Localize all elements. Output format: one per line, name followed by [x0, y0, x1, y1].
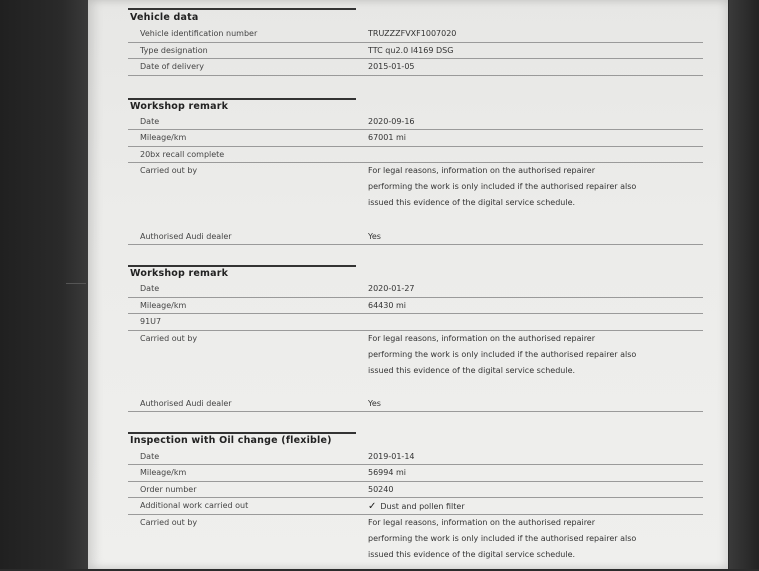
background-right	[729, 0, 759, 569]
checkmark-icon: ✓	[368, 501, 377, 512]
additional-work-label: Additional work carried out	[140, 501, 249, 510]
table-row	[128, 498, 703, 515]
delivery-label: Date of delivery	[140, 62, 205, 71]
table-row	[128, 396, 703, 412]
carried-out-label: Carried out by	[140, 166, 198, 175]
remark2-title: Workshop remark	[130, 268, 229, 279]
vin-value: TRUZZZFVXF1007020	[368, 29, 457, 38]
section-top-bar	[128, 98, 356, 100]
table-row	[128, 298, 703, 314]
dealer-value: Yes	[368, 232, 381, 241]
service-document	[88, 0, 728, 569]
table-row	[128, 114, 703, 130]
table-row	[128, 331, 703, 396]
table-row	[128, 281, 703, 298]
carried-out-text: For legal reasons, information on the authorised repairer performing the work is only included if the authorised repairer also issued this evidence of the digital service schedule.	[368, 518, 637, 559]
remark-note: 91U7	[140, 317, 162, 326]
carried-out-text: For legal reasons, information on the authorised repairer performing the work is only included if the authorised repairer also issued this evidence of the digital service schedule.	[368, 166, 637, 207]
table-row	[128, 163, 703, 230]
dealer-label: Authorised Audi dealer	[140, 399, 232, 408]
order-number-label: Order number	[140, 485, 197, 494]
table-row	[128, 43, 703, 59]
date-label: Date	[140, 452, 160, 461]
table-row	[128, 314, 703, 331]
section-top-bar	[128, 8, 356, 10]
section-top-bar	[128, 265, 356, 267]
inspection-title: Inspection with Oil change (flexible)	[130, 435, 332, 446]
dealer-value: Yes	[368, 399, 381, 408]
table-row	[128, 465, 703, 482]
mileage-value: 67001 mi	[368, 133, 407, 142]
dealer-label: Authorised Audi dealer	[140, 232, 232, 241]
table-row	[128, 449, 703, 465]
mileage-label: Mileage/km	[140, 133, 187, 142]
vin-label: Vehicle identification number	[140, 29, 258, 38]
remark1-title: Workshop remark	[130, 101, 229, 112]
remark-note: 20bx recall complete	[140, 150, 225, 159]
mileage-label: Mileage/km	[140, 301, 187, 310]
table-row	[128, 147, 703, 163]
table-row	[128, 229, 703, 245]
vehicle-data-title: Vehicle data	[130, 12, 199, 23]
table-row	[128, 26, 703, 43]
table-row	[128, 515, 703, 571]
delivery-value: 2015-01-05	[368, 62, 415, 71]
type-value: TTC qu2.0 I4169 DSG	[368, 46, 454, 55]
carried-out-text: For legal reasons, information on the authorised repairer performing the work is only included if the authorised repairer also issued this evidence of the digital service schedule.	[368, 334, 637, 375]
date-label: Date	[140, 117, 160, 126]
table-row	[128, 130, 703, 147]
table-row	[128, 59, 703, 76]
mileage-value: 56994 mi	[368, 468, 407, 477]
date-value: 2019-01-14	[368, 452, 415, 461]
mileage-value: 64430 mi	[368, 301, 407, 310]
date-value: 2020-09-16	[368, 117, 415, 126]
date-label: Date	[140, 284, 160, 293]
mileage-label: Mileage/km	[140, 468, 187, 477]
background-left	[0, 0, 88, 569]
section-top-bar	[128, 432, 356, 434]
carried-out-label: Carried out by	[140, 334, 198, 343]
carried-out-label: Carried out by	[140, 518, 198, 527]
stray-mark	[66, 283, 86, 284]
order-number-value: 50240	[368, 485, 394, 494]
table-row	[128, 482, 703, 498]
date-value: 2020-01-27	[368, 284, 415, 293]
type-label: Type designation	[140, 46, 208, 55]
additional-work-value: ✓ Dust and pollen filter	[368, 501, 465, 512]
